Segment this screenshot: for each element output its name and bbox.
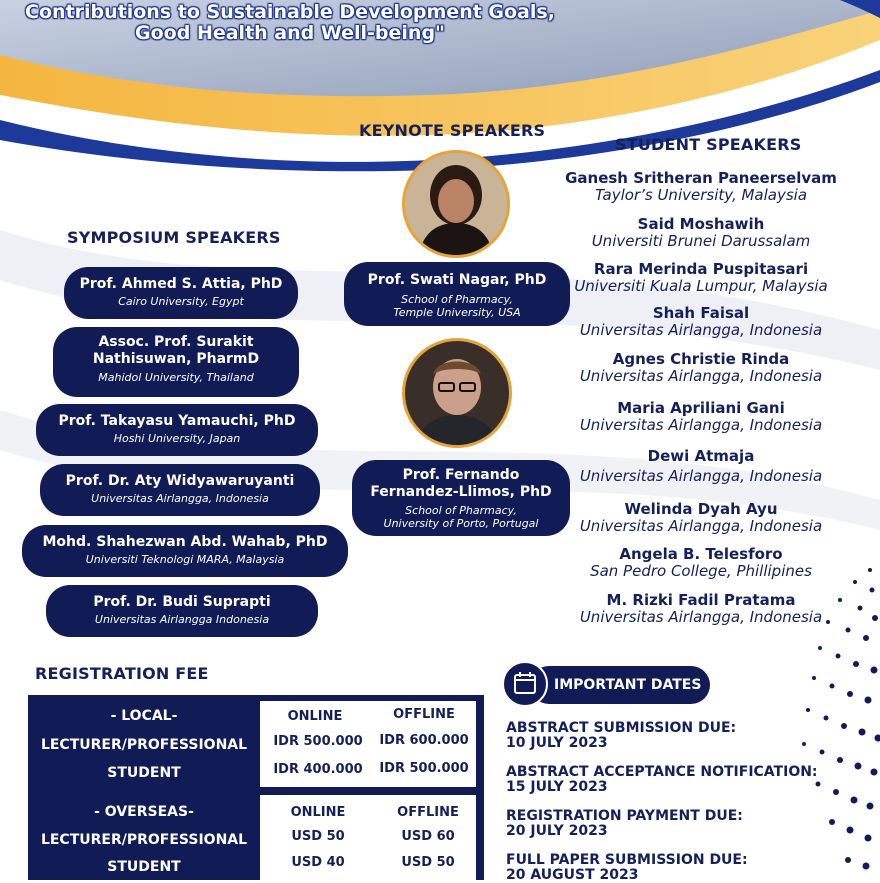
symposium-card-5: [22, 525, 348, 577]
symposium-card-6: [46, 585, 318, 637]
fee-local-row-1: LECTURER/PROFESSIONAL: [28, 737, 260, 753]
keynote-name-1: Prof. Swati Nagar, PhD: [344, 272, 570, 289]
symposium-aff: Universitas Airlangga, Indonesia: [40, 492, 320, 505]
keynote-name-2a: Prof. Fernando: [352, 467, 570, 484]
symposium-card-1: [64, 267, 298, 319]
student-name: Maria Apriliani Gani: [536, 400, 866, 417]
student-item-2: [536, 216, 866, 250]
student-item-6: [536, 400, 866, 434]
student-name: Said Moshawih: [536, 216, 866, 233]
student-item-4: [536, 305, 866, 339]
student-name: Shah Faisal: [536, 305, 866, 322]
date-title: ABSTRACT ACCEPTANCE NOTIFICATION:: [506, 765, 818, 780]
student-name: Angela B. Telesforo: [536, 546, 866, 563]
symposium-name: Prof. Ahmed S. Attia, PhD: [64, 276, 298, 293]
keynote-aff-2a: School of Pharmacy,: [352, 504, 570, 517]
student-aff: Universiti Kuala Lumpur, Malaysia: [536, 278, 866, 295]
symposium-card-3: [36, 404, 318, 456]
student-heading: STUDENT SPEAKERS: [615, 135, 801, 154]
event-title-line1: Contributions to Sustainable Development Goals,: [0, 2, 580, 23]
symposium-card-4: [40, 464, 320, 516]
symposium-name: Assoc. Prof. Surakit: [53, 334, 299, 351]
student-name: M. Rizki Fadil Pratama: [536, 592, 866, 609]
keynote-aff-1a: School of Pharmacy,: [344, 293, 570, 306]
student-item-8: [536, 501, 866, 535]
student-aff: Universiti Brunei Darussalam: [536, 233, 866, 250]
date-title: REGISTRATION PAYMENT DUE:: [506, 809, 743, 824]
student-item-3: [536, 261, 866, 295]
fee-local-value: IDR 600.000: [374, 733, 474, 748]
date-item-1: [506, 721, 736, 751]
date-item-4: [506, 853, 748, 883]
fee-overseas-label: - OVERSEAS-: [28, 804, 260, 820]
fee-overseas-row-2: STUDENT: [28, 859, 260, 875]
date-title: ABSTRACT SUBMISSION DUE:: [506, 721, 736, 736]
symposium-aff: Universitas Airlangga Indonesia: [46, 613, 318, 626]
fee-overseas-value: USD 40: [268, 855, 368, 870]
important-dates-heading: IMPORTANT DATES: [554, 677, 701, 693]
symposium-card-2: [53, 327, 299, 397]
fee-local-value: IDR 500.000: [374, 761, 474, 776]
symposium-name: Nathisuwan, PharmD: [53, 351, 299, 368]
keynote-aff-1b: Temple University, USA: [344, 306, 570, 319]
student-name: Welinda Dyah Ayu: [536, 501, 866, 518]
fee-local-label: - LOCAL-: [28, 708, 260, 724]
date-value: 10 JULY 2023: [506, 736, 736, 751]
symposium-aff: Universiti Teknologi MARA, Malaysia: [22, 553, 348, 566]
fee-overseas-value: USD 50: [268, 829, 368, 844]
date-item-3: [506, 809, 743, 839]
student-item-7: [536, 448, 866, 485]
fee-overseas-row-1: LECTURER/PROFESSIONAL: [28, 832, 260, 848]
person-portrait-icon: [405, 341, 509, 445]
student-aff: Universitas Airlangga, Indonesia: [536, 322, 866, 339]
student-aff: Taylor’s University, Malaysia: [536, 187, 866, 204]
keynote-photo-2: [402, 338, 512, 448]
fee-local-value: IDR 500.000: [268, 734, 368, 749]
symposium-name: Prof. Dr. Budi Suprapti: [46, 594, 318, 611]
event-title: [0, 2, 580, 44]
person-portrait-icon: [405, 153, 507, 255]
symposium-aff: Hoshi University, Japan: [36, 432, 318, 445]
date-value: 20 JULY 2023: [506, 824, 743, 839]
registration-heading: REGISTRATION FEE: [35, 664, 209, 683]
student-aff: Universitas Airlangga, Indonesia: [536, 368, 866, 385]
student-aff: Universitas Airlangga, Indonesia: [536, 609, 866, 626]
date-title: FULL PAPER SUBMISSION DUE:: [506, 853, 748, 868]
fee-overseas-col-online: ONLINE: [268, 805, 368, 820]
keynote-aff-2b: University of Porto, Portugal: [352, 517, 570, 530]
fee-overseas-value: USD 50: [378, 855, 478, 870]
keynote-photo-1: [402, 150, 510, 258]
symposium-name: Prof. Dr. Aty Widyawaruyanti: [40, 473, 320, 490]
symposium-name: Mohd. Shahezwan Abd. Wahab, PhD: [22, 534, 348, 551]
student-item-5: [536, 351, 866, 385]
student-aff: Universitas Airlangga, Indonesia: [536, 468, 866, 485]
student-aff: Universitas Airlangga, Indonesia: [536, 417, 866, 434]
date-value: 20 AUGUST 2023: [506, 868, 748, 883]
student-item-1: [536, 170, 866, 204]
student-aff: San Pedro College, Phillipines: [536, 563, 866, 580]
student-name: Dewi Atmaja: [536, 448, 866, 465]
fee-local-row-2: STUDENT: [28, 765, 260, 781]
keynote-heading: KEYNOTE SPEAKERS: [359, 121, 545, 140]
symposium-aff: Cairo University, Egypt: [64, 295, 298, 308]
fee-overseas-value: USD 60: [378, 829, 478, 844]
symposium-heading: SYMPOSIUM SPEAKERS: [67, 228, 281, 247]
fee-overseas-col-offline: OFFLINE: [378, 805, 478, 820]
date-value: 15 JULY 2023: [506, 780, 818, 795]
fee-local-col-online: ONLINE: [265, 709, 365, 724]
symposium-aff: Mahidol University, Thailand: [53, 371, 299, 384]
student-name: Agnes Christie Rinda: [536, 351, 866, 368]
dot-pattern-decoration: [760, 560, 880, 880]
keynote-name-2b: Fernandez-Llimos, PhD: [352, 484, 570, 501]
fee-local-col-offline: OFFLINE: [374, 707, 474, 722]
student-aff: Universitas Airlangga, Indonesia: [536, 518, 866, 535]
student-name: Ganesh Sritheran Paneerselvam: [536, 170, 866, 187]
student-name: Rara Merinda Puspitasari: [536, 261, 866, 278]
fee-local-value: IDR 400.000: [268, 762, 368, 777]
event-title-line2: Good Health and Well-being": [0, 23, 580, 44]
calendar-icon: [502, 661, 548, 707]
symposium-name: Prof. Takayasu Yamauchi, PhD: [36, 413, 318, 430]
